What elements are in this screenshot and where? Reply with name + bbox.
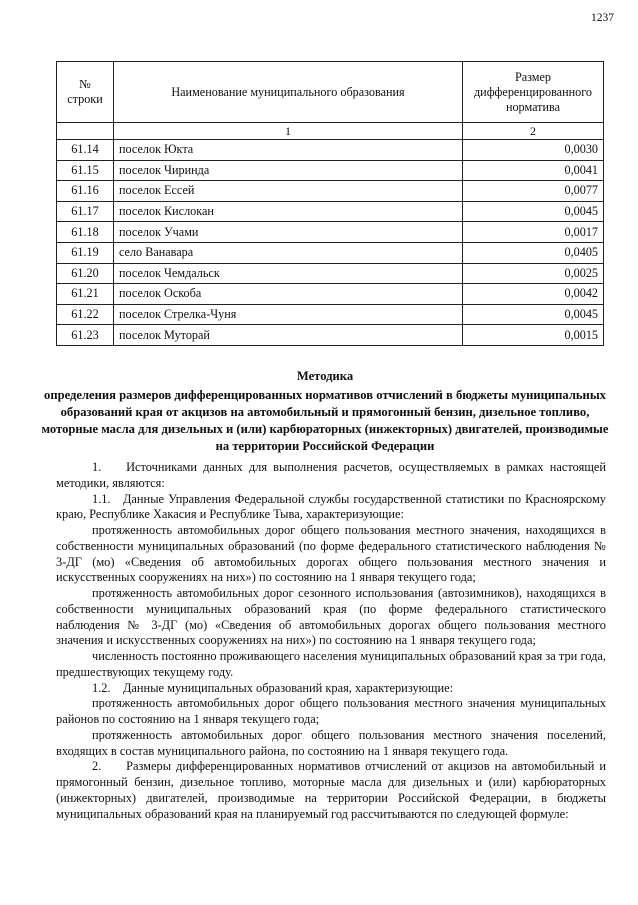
table-body xyxy=(57,140,604,346)
row-number-cell: 61.22 xyxy=(57,304,114,325)
municipality-name-cell: село Ванавара xyxy=(114,242,463,263)
paragraph: численность постоянно проживающего населения муниципальных образований края за три года, предшествующих текущему году. xyxy=(56,649,606,679)
column-number-1: 1 xyxy=(114,123,463,140)
coefficients-table xyxy=(56,61,604,346)
table-row xyxy=(57,325,604,346)
normative-value-cell: 0,0030 xyxy=(463,140,604,161)
header-normative-size: Размер дифференцированного норматива xyxy=(463,62,604,123)
municipality-name-cell: поселок Чиринда xyxy=(114,160,463,181)
municipality-name-cell: поселок Оскоба xyxy=(114,284,463,305)
row-number-cell: 61.18 xyxy=(57,222,114,243)
row-number-cell: 61.21 xyxy=(57,284,114,305)
row-number-cell: 61.17 xyxy=(57,201,114,222)
normative-value-cell: 0,0405 xyxy=(463,242,604,263)
methodology-title: Методика xyxy=(296,369,354,383)
row-number-cell: 61.15 xyxy=(57,160,114,181)
page-number: 1237 xyxy=(591,12,614,24)
normative-value-cell: 0,0041 xyxy=(463,160,604,181)
municipality-name-cell: поселок Стрелка-Чуня xyxy=(114,304,463,325)
normative-value-cell: 0,0045 xyxy=(463,304,604,325)
table-row xyxy=(57,222,604,243)
paragraph: протяженность автомобильных дорог сезонного использования (автозимников), находящихся в собственности муниципальных образований края (по форме федерального статистического наблюдения № 3-ДГ (мо) «Сведения об автомобильных дорогах общего пользования местного значения и искусственных сооружениях на них») по состоянию на 1 января текущего года; xyxy=(56,586,606,648)
paragraph: протяженность автомобильных дорог общего пользования местного значения поселений, входящих в состав муниципального района, по состоянию на 1 января текущего года. xyxy=(56,727,606,758)
normative-value-cell: 0,0017 xyxy=(463,222,604,243)
table-row xyxy=(57,140,604,161)
municipality-name-cell: поселок Юкта xyxy=(114,140,463,161)
municipality-name-cell: поселок Учами xyxy=(114,222,463,243)
paragraph: протяженность автомобильных дорог общего пользования местного значения муниципальных районов по состоянию на 1 января текущего года; xyxy=(56,696,606,726)
normative-value-cell: 0,0015 xyxy=(463,325,604,346)
paragraph: протяженность автомобильных дорог общего пользования местного значения, находящихся в собственности муниципальных образований (по форме федерального статистического наблюдения № 3-ДГ (мо) «Сведения об автомобильных дорогах общего пользования местного значения и искусственных сооружениях на них») по состоянию на 1 января текущего года; xyxy=(56,523,606,585)
row-number-cell: 61.14 xyxy=(57,140,114,161)
normative-value-cell: 0,0077 xyxy=(463,181,604,202)
row-number-cell: 61.20 xyxy=(57,263,114,284)
municipality-name-cell: поселок Муторай xyxy=(114,325,463,346)
column-number-2: 2 xyxy=(463,123,604,140)
methodology-subtitle: определения размеров дифференцированных нормативов отчислений в бюджеты муниципальных образований края от акцизов на автомобильный и прямогонный бензин, дизельное топливо, моторные масла для дизельных и (или) карбюраторных (инжекторных) двигателей, производимые на территории Российской Федерации xyxy=(41,388,609,453)
table-row xyxy=(57,160,604,181)
row-number-cell: 61.23 xyxy=(57,325,114,346)
column-numbers-row xyxy=(57,123,604,140)
table-row xyxy=(57,242,604,263)
header-municipality-name: Наименование муниципального образования xyxy=(114,62,463,123)
row-number-cell: 61.19 xyxy=(57,242,114,263)
table-row xyxy=(57,304,604,325)
paragraph: 2. Размеры дифференцированных нормативов отчислений от акцизов на автомобильный и прямогонный бензин, дизельное топливо, моторные масла для дизельных и (или) карбюраторных (инжекторных) двигателей, производимые на территории Российской Федерации, в бюджеты муниципальных образований края на планируемый год рассчитываются по следующей формуле: xyxy=(56,759,606,821)
municipality-name-cell: поселок Чемдальск xyxy=(114,263,463,284)
column-number-empty xyxy=(57,123,114,140)
municipality-name-cell: поселок Кислокан xyxy=(114,201,463,222)
table-row xyxy=(57,263,604,284)
table-header-row xyxy=(57,62,604,123)
header-row-number: № строки xyxy=(57,62,114,123)
table-row xyxy=(57,181,604,202)
paragraph: 1.2. Данные муниципальных образований края, характеризующие: xyxy=(92,680,454,695)
paragraph: 1.1. Данные Управления Федеральной службы государственной статистики по Красноярскому краю, Республике Хакасия и Республике Тыва, характеризующие: xyxy=(56,491,606,522)
methodology-body xyxy=(56,460,606,822)
municipality-name-cell: поселок Ессей xyxy=(114,181,463,202)
normative-value-cell: 0,0025 xyxy=(463,263,604,284)
row-number-cell: 61.16 xyxy=(57,181,114,202)
methodology-heading xyxy=(40,368,610,455)
table-row xyxy=(57,284,604,305)
normative-value-cell: 0,0042 xyxy=(463,284,604,305)
paragraph: 1. Источниками данных для выполнения расчетов, осуществляемых в рамках настоящей методики, являются: xyxy=(56,460,606,490)
table-row xyxy=(57,201,604,222)
normative-value-cell: 0,0045 xyxy=(463,201,604,222)
